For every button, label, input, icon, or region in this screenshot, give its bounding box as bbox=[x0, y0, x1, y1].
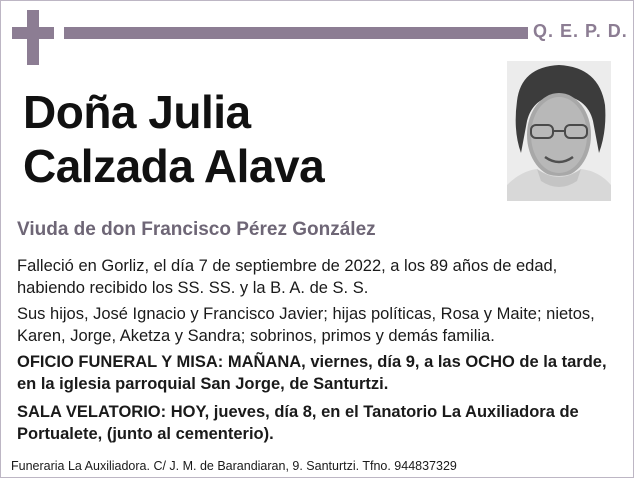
wake-paragraph: SALA VELATORIO: HOY, jueves, día 8, en el Tanatorio La Auxiliadora de Portualete, (junto al cementerio). bbox=[17, 403, 579, 443]
portrait-image bbox=[507, 61, 611, 201]
portrait-photo bbox=[507, 61, 611, 201]
family-paragraph: Sus hijos, José Ignacio y Francisco Javier; hijas políticas, Rosa y Maite; nietos, Karen, Jorge, Aketza y Sandra; sobrinos, primos y demás familia. bbox=[17, 305, 595, 345]
funeral-paragraph: OFICIO FUNERAL Y MISA: MAÑANA, viernes, día 9, a las OCHO de la tarde, en la iglesia parroquial San Jorge, de Santurtzi. bbox=[17, 353, 607, 393]
deceased-name bbox=[23, 85, 493, 193]
widow-subtitle: Viuda de don Francisco Pérez González bbox=[17, 219, 376, 240]
name-line-2: Calzada Alava bbox=[23, 140, 325, 192]
cross-icon-bar bbox=[12, 27, 54, 39]
qepd-label: Q. E. P. D. bbox=[533, 21, 628, 41]
name-line-1: Doña Julia bbox=[23, 86, 251, 138]
death-paragraph: Falleció en Gorliz, el día 7 de septiembre de 2022, a los 89 años de edad, habiendo recibido los SS. SS. y la B. A. de S. S. bbox=[17, 257, 558, 297]
header-bar bbox=[64, 27, 528, 39]
funeral-home-footer: Funeraria La Auxiliadora. C/ J. M. de Barandiaran, 9. Santurtzi. Tfno. 944837329 bbox=[11, 459, 457, 473]
